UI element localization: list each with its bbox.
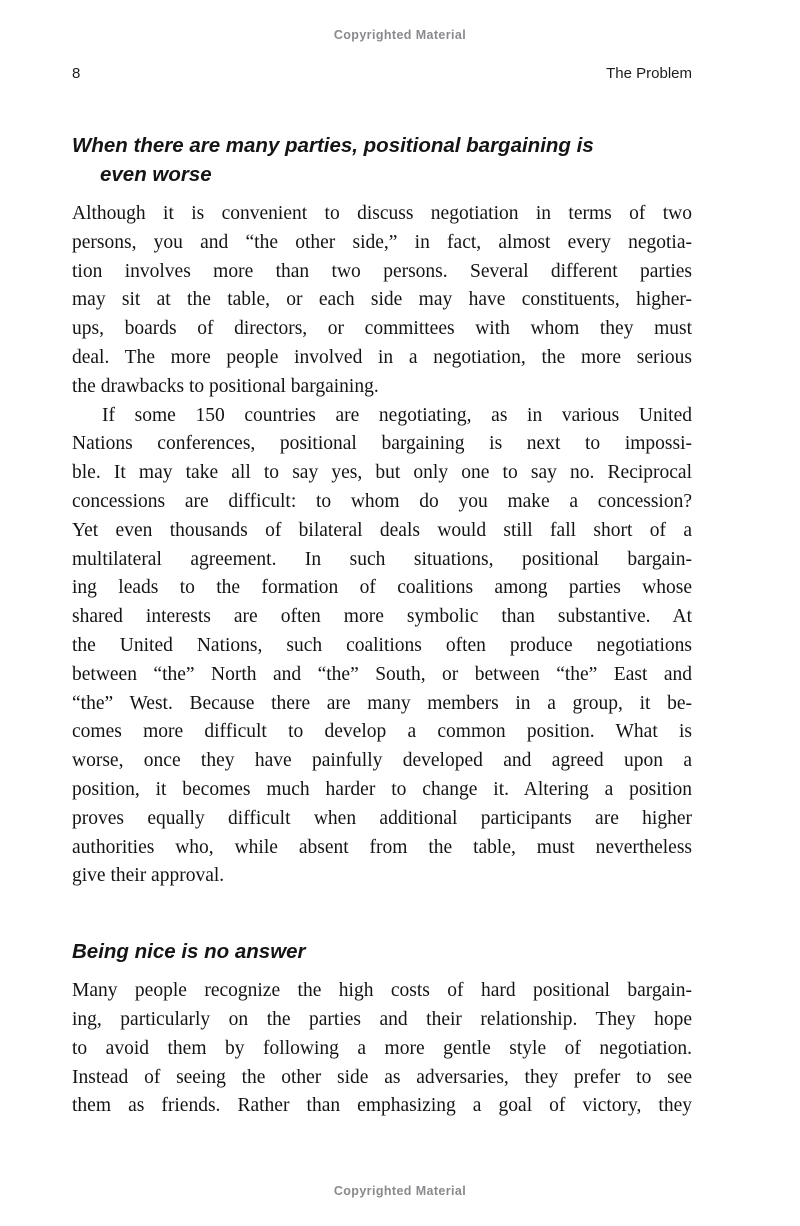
text-line: them as friends. Rather than emphasizing a goal of victory, they — [72, 1095, 692, 1117]
running-header — [72, 65, 692, 82]
text-line: ups, boards of directors, or committees with whom they must — [72, 318, 692, 340]
text-line: Nations conferences, positional bargaining is next to impossi- — [72, 433, 692, 455]
text-line: concessions are difficult: to whom do you make a concession? — [72, 490, 692, 512]
running-head-title: The Problem — [606, 65, 692, 82]
text-line: Instead of seeing the other side as adversaries, they prefer to see — [72, 1066, 692, 1088]
section-heading-2-line-1: Being nice is no answer — [72, 940, 306, 964]
section-heading-being-nice — [72, 937, 692, 966]
text-line: “the” West. Because there are many members in a group, it be- — [72, 692, 692, 714]
text-line: ing leads to the formation of coalitions among parties whose — [72, 577, 692, 599]
text-line: give their approval. — [72, 865, 225, 887]
text-line: Many people recognize the high costs of hard positional bargain- — [72, 980, 692, 1002]
text-line: authorities who, while absent from the table, must nevertheless — [72, 836, 692, 858]
text-line: persons, you and “the other side,” in fact, almost every negotia- — [72, 231, 692, 253]
text-line: shared interests are often more symbolic than substantive. At — [72, 606, 692, 628]
section-heading-many-parties — [72, 131, 692, 189]
text-line: comes more difficult to develop a common position. What is — [72, 721, 692, 743]
text-line: between “the” North and “the” South, or between “the” East and — [72, 663, 692, 685]
section-heading-line-1: When there are many parties, positional bargaining is — [72, 134, 594, 157]
text-line: Although it is convenient to discuss negotiation in terms of two — [72, 203, 692, 224]
text-line: to avoid them by following a more gentle style of negotiation. — [72, 1037, 692, 1059]
page-number: 8 — [72, 65, 81, 82]
copyright-notice-top: Copyrighted Material — [333, 28, 467, 42]
text-line: the drawbacks to positional bargaining. — [72, 375, 379, 397]
text-line: may sit at the table, or each side may have constituents, higher- — [72, 289, 692, 311]
text-line: If some 150 countries are negotiating, as in various United — [102, 404, 692, 426]
text-line: worse, once they have painfully developed and agreed upon a — [72, 750, 692, 772]
text-line: position, it becomes much harder to change it. Altering a position — [72, 778, 692, 800]
page-content — [72, 131, 692, 1121]
text-line: Yet even thousands of bilateral deals would still fall short of a — [72, 519, 692, 541]
text-line: ing, particularly on the parties and their relationship. They hope — [72, 1008, 692, 1030]
text-line: deal. The more people involved in a negotiation, the more serious — [72, 346, 692, 368]
text-line: tion involves more than two persons. Several different parties — [72, 260, 692, 282]
text-line: the United Nations, such coalitions often produce negotiations — [72, 634, 692, 656]
paragraph-2 — [72, 402, 692, 892]
copyright-notice-bottom: Copyrighted Material — [333, 1184, 467, 1198]
text-line: ble. It may take all to say yes, but only one to say no. Reciprocal — [72, 462, 692, 484]
text-line: proves equally difficult when additional participants are higher — [72, 807, 692, 829]
section-heading-line-2: even worse — [100, 163, 212, 186]
paragraph-1 — [72, 200, 692, 402]
paragraph-3 — [72, 977, 692, 1121]
text-line: multilateral agreement. In such situations, positional bargain- — [72, 548, 692, 570]
